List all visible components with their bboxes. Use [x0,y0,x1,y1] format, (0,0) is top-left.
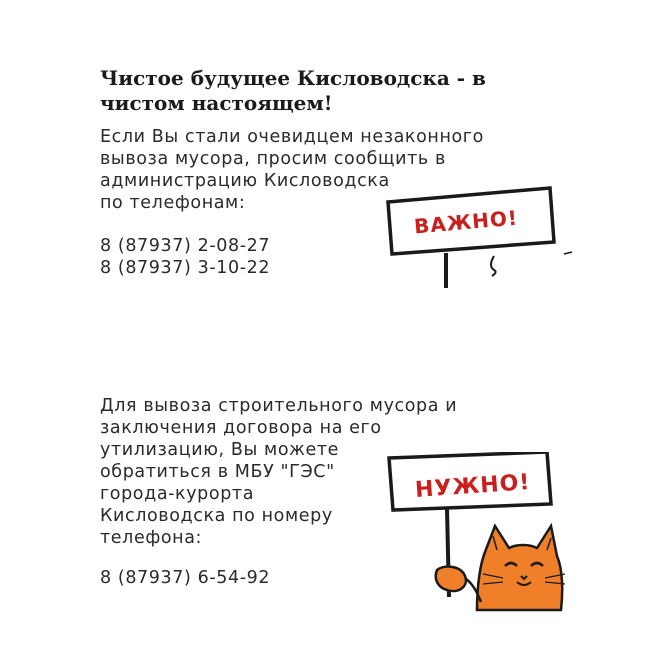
phone-1: 8 (87937) 2-08-27 [100,236,271,256]
important-sign [378,180,578,300]
section2-text: Для вывоза строительного мусора и заключения договора на его утилизацию, Вы можете обратиться в МБУ "ГЭС" города-курорта Кисловодска по номеру телефона: [100,396,458,548]
sign-label-needed: НУЖНО! [414,470,532,503]
sign-board-icon [378,180,578,300]
section1-text: Если Вы стали очевидцем незаконного вывоза мусора, просим сообщить в администрацию Кисловодска по телефонам: [100,127,484,213]
phone-3: 8 (87937) 6-54-92 [100,568,271,588]
headline: Чистое будущее Кисловодска - в чистом настоящем! [100,66,486,115]
phone-2: 8 (87937) 3-10-22 [100,258,271,278]
sign-label-important: ВАЖНО! [413,205,519,239]
needed-sign [385,452,565,612]
